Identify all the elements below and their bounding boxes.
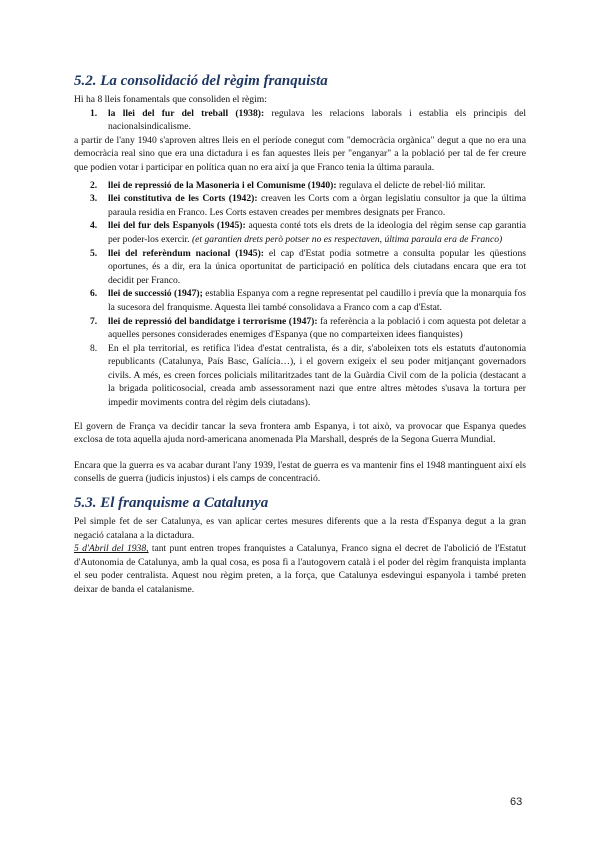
catalonia-paragraph-1: Pel simple fet de ser Catalunya, es van aplicar certes mesures diferents que a la resta d'Espanya degut a la gran negació catalana a la dictadura. <box>74 516 526 541</box>
law-text: creaven les Corts com a òrgan legislatiu consultor ja que la última paraula residia en Franco. Les Corts estaven creades per membres designats per Franco. <box>108 193 526 218</box>
list-number: 7. <box>90 315 98 327</box>
document-page <box>74 72 526 597</box>
law-title: llei constitutiva de les Corts (1942): <box>108 193 258 205</box>
law-text: el cap d'Estat podia sotmetre a consulta popular les qüestions oportunes, és a dir, era la única oportunitat de participació en política dels ciutadans encara que era tot decidit per Franco. <box>108 247 526 286</box>
law-title: llei del referèndum nacional (1945): <box>108 247 264 259</box>
law-title: llei del fur dels Espanyols (1945): <box>108 220 246 232</box>
law-title: llei de successió (1947); <box>108 288 203 300</box>
law-text: establia Espanya com a regne representat pel caudillo i prevía que la monarquia fos la sucesora del franquisme. Aquesta llei també consolidava a Franco com a cap d'Estat. <box>108 288 526 313</box>
date-text: 5 d'Abril del 1938, <box>74 543 149 555</box>
catalonia-text: tant punt entren tropes franquistes a Catalunya, Franco signa el decret de l'abolició de l'Estatut d'Autonomia de Catalunya, amb la qual cosa, es posa fi a l'autogovern català i el poder del règim franquista implanta el seu poder centralista. Aquest nou règim preten, a la força, que Catalunya esdevingui espanyola i també preten deixar de banda el catalanisme. <box>74 543 526 595</box>
page-number: 63 <box>510 796 523 808</box>
list-number: 6. <box>90 288 98 300</box>
list-item <box>74 247 526 288</box>
law-text: regulava el delicte de rebel·lió militar. <box>336 179 486 191</box>
list-number: 2. <box>90 179 98 191</box>
list-number: 8. <box>90 342 98 354</box>
list-item <box>74 107 526 134</box>
france-paragraph: El govern de França va decidir tancar la seva frontera amb Espanya, i tot això, va provocar que Espanya quedes exclosa de tota aquella ajuda nord-americana anomenada Pla Marshall, després de la Segona Guerra Mundial. <box>74 420 526 446</box>
list-item <box>74 219 526 246</box>
list-item <box>74 179 526 193</box>
law-text: fa referència a la població i com aquesta pot deletar a aquelles persones considerades enemiges d'Espanya (que no comparteixen idees fianquistes) <box>108 315 526 341</box>
catalonia-paragraph-2 <box>74 542 526 596</box>
list-number: 3. <box>90 193 98 205</box>
list-number: 4. <box>90 220 98 232</box>
law-text: regulava les relacions laborals i establia els principis del nacionalsindicalisme. <box>108 107 527 133</box>
law-list-second <box>74 179 526 410</box>
war-paragraph: Encara que la guerra es va acabar durant l'any 1939, l'estat de guerra es va mantenir fins el 1948 mantinguent així els consells de guerra (judicis injustos) i els camps de concentració. <box>74 459 526 485</box>
law-text: En el pla territorial, es retifica l'idea d'estat centralista, és a dir, s'aboleixen tots els estatuts d'autonomia republicants (Catalunya, País Basc, Galícia…), i el govern exigeix el seu poder mitjançant governadors civils. A més, es creen forces policials militaritzades tant de la Guàrdia Civil com de la policia (destacant a la brigada politicosocial, creada amb assessorament nazi que entre altres mètodes s'usava la tortura per impedir moviments contra del règim dels ciutadans). <box>108 342 526 409</box>
list-item <box>74 315 526 342</box>
law-list-first <box>74 107 526 134</box>
law-text: aquesta conté tots els drets de la ideologia del règim sense cap garantia per poder-los exercir. <box>108 220 527 245</box>
list-number: 5. <box>90 247 98 259</box>
list-number: 1. <box>90 107 98 119</box>
list-item <box>74 287 526 314</box>
interlude-paragraph: a partir de l'any 1940 s'aproven altres lleis en el període conegut com "democràcia orgànica" degut a que no era una democràcia real sino que era una dictadura i es fan aquestes lleis per "enganyar" a la població per tal de fer creure que podien votar i participar en política quan no era així ja que Franco tenia la última paraula. <box>74 134 526 173</box>
list-item <box>74 192 526 219</box>
list-item <box>74 342 526 410</box>
law-note: (et garantien drets però potser no es respectaven, última paraula era de Franco) <box>191 233 503 245</box>
section-title-5-2: 5.2. La consolidació del règim franquista <box>74 73 328 89</box>
law-title: llei de repressió de la Masoneria i el Comunisme (1940): <box>108 179 337 191</box>
law-title: llei de repressió del bandidatge i terrorisme (1947): <box>108 315 318 327</box>
law-title: la llei del fur del treball (1938): <box>108 107 265 119</box>
intro-paragraph: Hi ha 8 lleis fonamentals que consoliden el règim: <box>74 94 267 105</box>
section-title-5-3: 5.3. El franquisme a Catalunya <box>74 495 269 512</box>
